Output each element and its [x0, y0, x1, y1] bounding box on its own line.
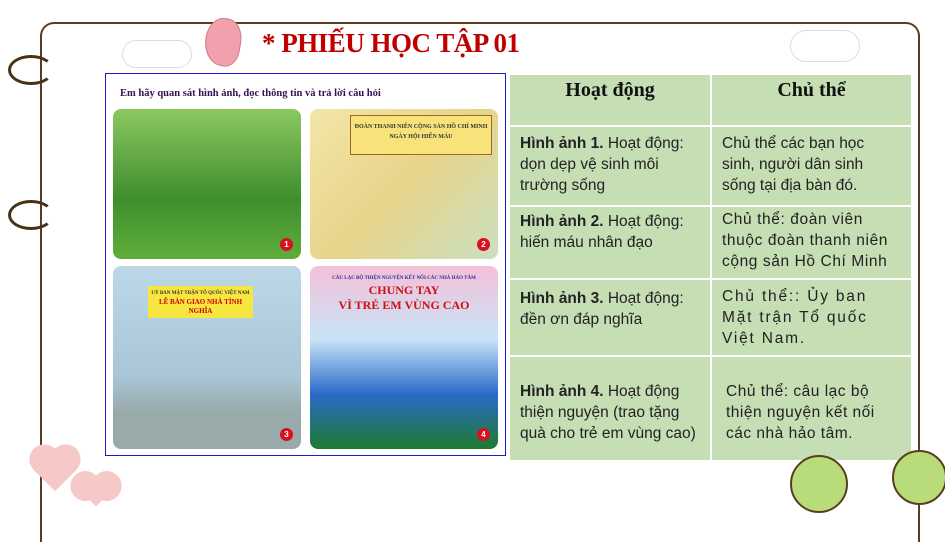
row-subject: Chủ thể các bạn học sinh, người dân sinh sống tại địa bàn đó. [711, 126, 912, 206]
image-number: 1 [280, 238, 293, 251]
image-charity [310, 266, 498, 449]
image-number: 3 [280, 428, 293, 441]
row-activity: Hoạt động thiện nguyện (trao tặng quà cho trẻ em vùng cao) [520, 383, 696, 442]
header-subject: Chủ thể [711, 74, 912, 126]
image-blood-donation [310, 109, 498, 259]
row-activity: Hoạt động: đền ơn đáp nghĩa [520, 290, 684, 328]
table-row [509, 279, 912, 356]
row-subject: Chủ thể: câu lạc bộ thiện nguyện kết nối các nhà hảo tâm. [711, 356, 912, 461]
image-house-handover [113, 266, 301, 449]
row-activity: Hoạt động: hiến máu nhân đạo [520, 213, 684, 251]
page-title: * PHIẾU HỌC TẬP 01 [262, 28, 520, 58]
image-number: 4 [477, 428, 490, 441]
row-label: Hình ảnh 1. [520, 135, 604, 152]
table-row [509, 206, 912, 279]
row-label: Hình ảnh 4. [520, 383, 604, 400]
banner-text: ĐOÀN THANH NIÊN CỘNG SẢN HỒ CHÍ MINH [354, 124, 488, 130]
row-subject: Chủ thể:: Ủy ban Mặt trận Tổ quốc Việt Nam. [711, 279, 912, 356]
row-label: Hình ảnh 3. [520, 290, 604, 307]
image-cleanup [113, 109, 301, 259]
panel-heading: Em hãy quan sát hình ảnh, đọc thông tin và trả lời câu hỏi [120, 88, 381, 99]
cloud-icon [790, 30, 860, 62]
spiral-ring-icon [8, 55, 54, 85]
table-row [509, 356, 912, 461]
banner-text: CHUNG TAY [368, 283, 440, 297]
banner-text: VÌ TRẺ EM VÙNG CAO [338, 298, 470, 312]
header-activity: Hoạt động [509, 74, 711, 126]
banner-text: LỄ BÀN GIAO NHÀ TÌNH NGHĨA [158, 298, 243, 315]
cloud-icon [122, 40, 192, 68]
banner-text: UỶ BAN MẶT TRẬN TỔ QUỐC VIỆT NAM [151, 291, 250, 296]
table-header-row [509, 74, 912, 126]
spiral-ring-icon [8, 200, 54, 230]
row-subject: Chủ thể: đoàn viên thuộc đoàn thanh niên cộng sản Hồ Chí Minh [711, 206, 912, 279]
row-activity: Hoạt động: dọn dẹp vệ sinh môi trường sống [520, 135, 684, 194]
activity-table [508, 73, 913, 462]
image-number: 2 [477, 238, 490, 251]
banner-text: NGÀY HỘI HIẾN MÁU [389, 134, 453, 140]
tree-icon [790, 455, 848, 513]
image-panel [105, 73, 506, 456]
tree-icon [892, 450, 945, 505]
banner-text: CÂU LẠC BỘ THIỆN NGUYỆN KẾT NỐI CÁC NHÀ HẢO TÂM [332, 276, 476, 281]
table-row [509, 126, 912, 206]
row-label: Hình ảnh 2. [520, 213, 604, 230]
